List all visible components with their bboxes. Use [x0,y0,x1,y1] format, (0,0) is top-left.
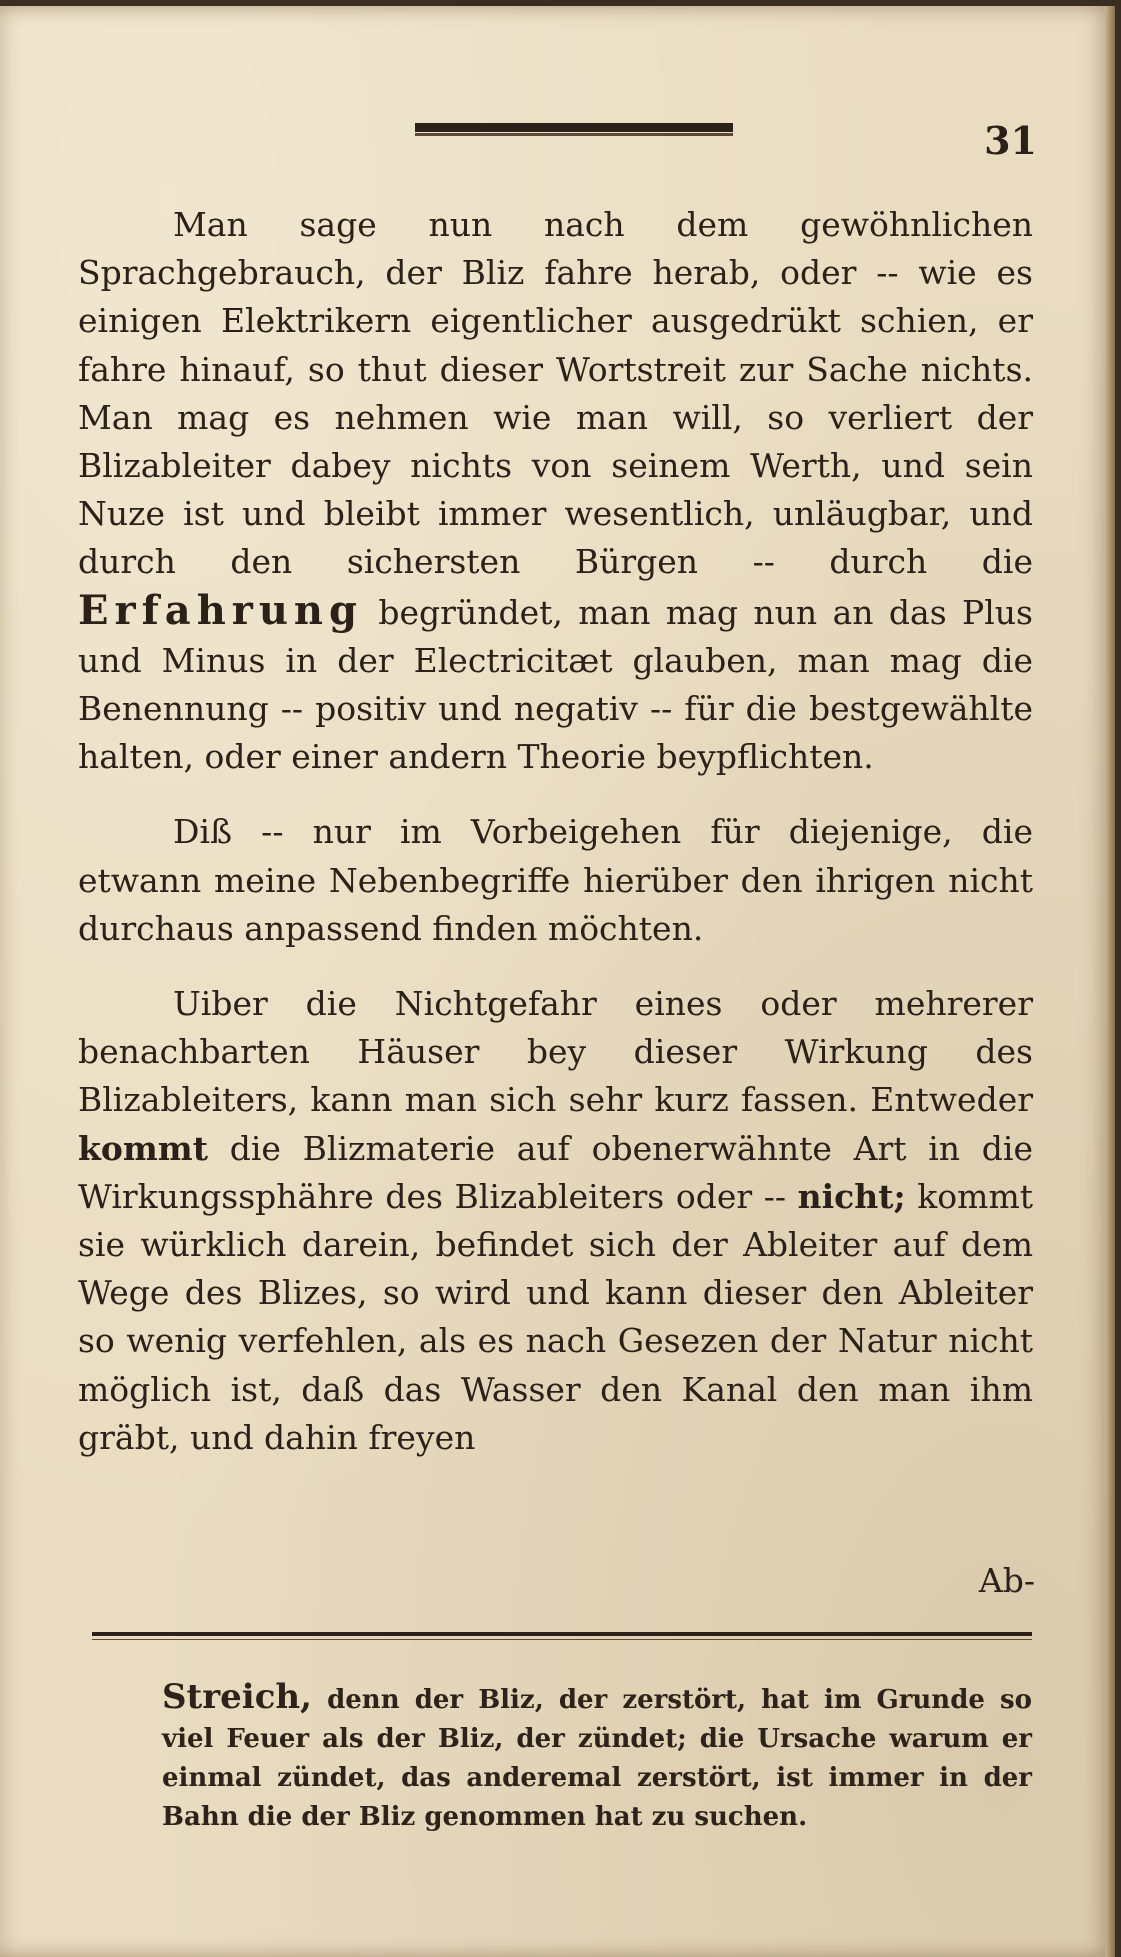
page-number: 31 [984,118,1037,163]
paragraph-3-end: kommt sie würklich darein, befindet sich der Ableiter auf dem Wege des Blizes, so wird und kann dieser den Ableiter so wenig verfehlen, als es nach Gesezen der Natur nicht möglich ist, daß das Wasser den Kanal den man ihm gräbt, und dahin freyen [78,1176,1034,1457]
main-text [78,201,1033,1462]
paragraph-3-text: Uiber die Nichtgefahr eines oder mehrerer benachbarten Häuser bey dieser Wirkung des Blizableiters, kann man sich sehr kurz fassen. Entweder [78,984,1033,1120]
paragraph-1-continued: begründet, man mag nun an das Plus und Minus in der Electricitæt glauben, man mag die Benennung -- positiv und negativ -- für die bestgewählte halten, oder einer andern Theorie beypflichten. [78,592,1033,777]
emphasis-nicht: nicht; [797,1176,906,1216]
footnote [162,1678,1032,1837]
book-page [0,6,1115,1957]
paragraph-2: Diß -- nur im Vorbeigehen für diejenige, die etwann meine Nebenbegriffe hierüber den ihrigen nicht durchaus anpassend finden möchten. [78,812,1033,948]
catchword: Ab- [978,1561,1035,1600]
footnote-rule [92,1632,1032,1636]
page-edge [1105,6,1115,1957]
footnote-text: denn der Bliz, der zerstört, hat im Grunde so viel Feuer als der Bliz, der zündet; die Ursache warum er einmal zündet, das anderemal zerstört, ist immer in der Bahn die der Bliz genommen hat zu suchen. [162,1685,1032,1832]
emphasis-erfahrung: Erfahrung [78,586,363,634]
paragraph-3 [78,980,1033,1462]
header-rule [415,123,733,132]
footnote-first-word: Streich, [162,1677,312,1717]
emphasis-kommt: kommt [78,1128,208,1168]
paragraph-3-middle: die Blizmaterie auf obenerwähnte Art in die Wirkungssphähre des Blizableiters oder -- [78,1128,1033,1216]
paragraph-1 [78,201,1033,781]
paragraph-1-text: Man sage nun nach dem gewöhnlichen Sprachgebrauch, der Bliz fahre herab, oder -- wie es einigen Elektrikern eigentlicher ausgedrükt schien, er fahre hinauf, so thut dieser Wortstreit zur Sache nichts. Man mag es nehmen wie man will, so verliert der Blizableiter dabey nichts von seinem Werth, und sein Nuze ist und bleibt immer wesentlich, unläugbar, und durch den sichersten Bürgen -- durch die [78,205,1033,582]
